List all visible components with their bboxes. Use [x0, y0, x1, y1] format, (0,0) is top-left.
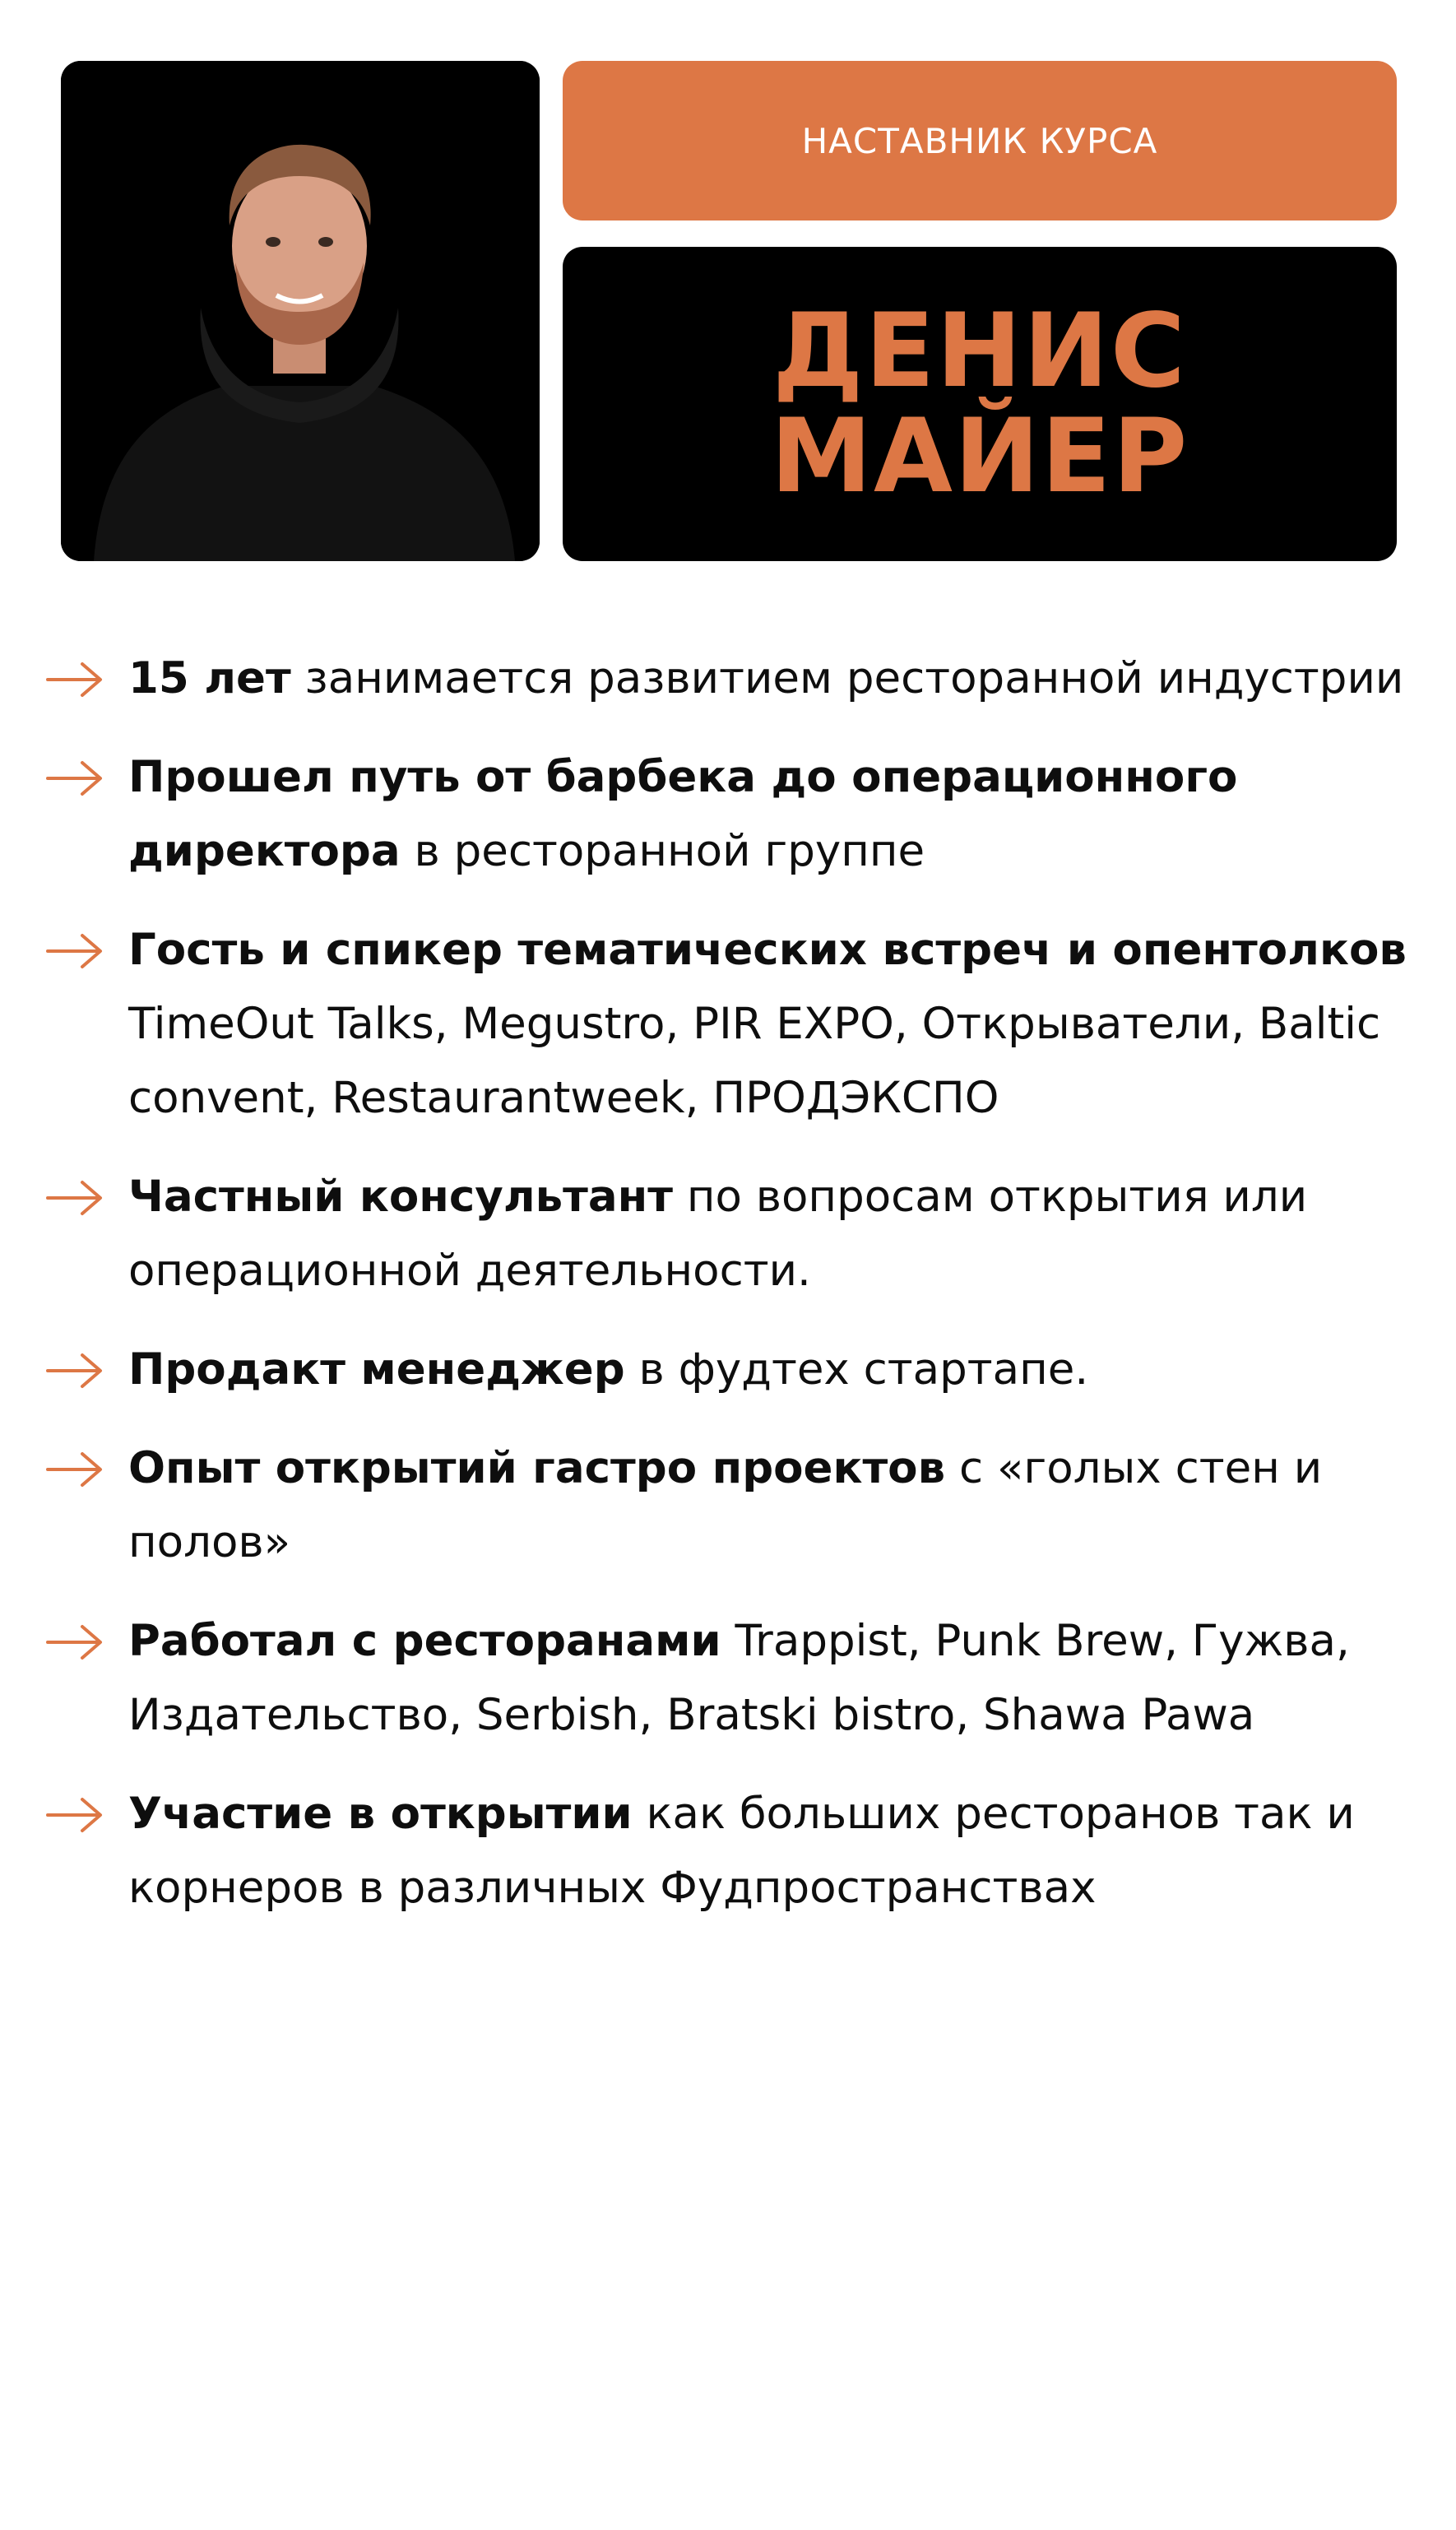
arrow-right-icon — [46, 662, 104, 698]
arrow-right-icon — [46, 1353, 104, 1389]
fact-item — [46, 1432, 1436, 1580]
fact-highlight: Работал с ресторанами — [128, 1616, 721, 1666]
fact-text: Trappist, Punk Brew, Гужва, Издательство, Serbish, Bratski bistro, Shawa Pawa — [128, 1616, 1350, 1740]
mentor-photo — [61, 61, 540, 561]
arrow-right-icon — [46, 933, 104, 969]
fact-item — [46, 1333, 1436, 1407]
fact-text: TimeOut Talks, Megustro, PIR EXPO, Открыватели, Baltic convent, Restaurantweek, ПРОДЭКСПО — [128, 999, 1381, 1123]
fact-highlight: 15 лет — [128, 653, 291, 703]
fact-text: в фудтех стартапе. — [624, 1344, 1089, 1395]
fact-highlight: Частный консультант — [128, 1172, 673, 1222]
fact-item — [46, 740, 1436, 889]
mentor-facts-list — [46, 642, 1436, 1950]
mentor-name-card — [563, 247, 1397, 561]
arrow-right-icon — [46, 1451, 104, 1488]
fact-highlight: Гость и спикер тематических встреч и опентолков — [128, 925, 1407, 975]
fact-text: как больших ресторанов так и корнеров в различных Фудпространствах — [128, 1789, 1355, 1913]
fact-item — [46, 1160, 1436, 1308]
fact-item — [46, 642, 1436, 716]
arrow-right-icon — [46, 1624, 104, 1660]
arrow-right-icon — [46, 1797, 104, 1833]
fact-item — [46, 1777, 1436, 1925]
role-badge-label: НАСТАВНИК КУРСА — [801, 120, 1158, 161]
fact-highlight: Участие в открытии — [128, 1789, 633, 1839]
fact-text: с «голых стен и полов» — [128, 1443, 1323, 1567]
fact-text: по вопросам открытия или операционной деятельности. — [128, 1172, 1308, 1296]
fact-highlight: Продакт менеджер — [128, 1344, 625, 1395]
mentor-first-name: ДЕНИС — [772, 292, 1187, 411]
fact-highlight: Прошел путь от барбека до операционного директора — [128, 752, 1238, 876]
fact-text: в ресторанной группе — [400, 826, 925, 876]
fact-highlight: Опыт открытий гастро проектов — [128, 1443, 946, 1493]
role-badge — [563, 61, 1397, 221]
fact-text: занимается развитием ресторанной индустрии — [290, 653, 1404, 703]
fact-item — [46, 913, 1436, 1135]
mentor-last-name: МАЙЕР — [770, 397, 1189, 516]
arrow-right-icon — [46, 1180, 104, 1216]
mentor-portrait-image — [61, 61, 540, 561]
fact-item — [46, 1604, 1436, 1752]
arrow-right-icon — [46, 760, 104, 796]
